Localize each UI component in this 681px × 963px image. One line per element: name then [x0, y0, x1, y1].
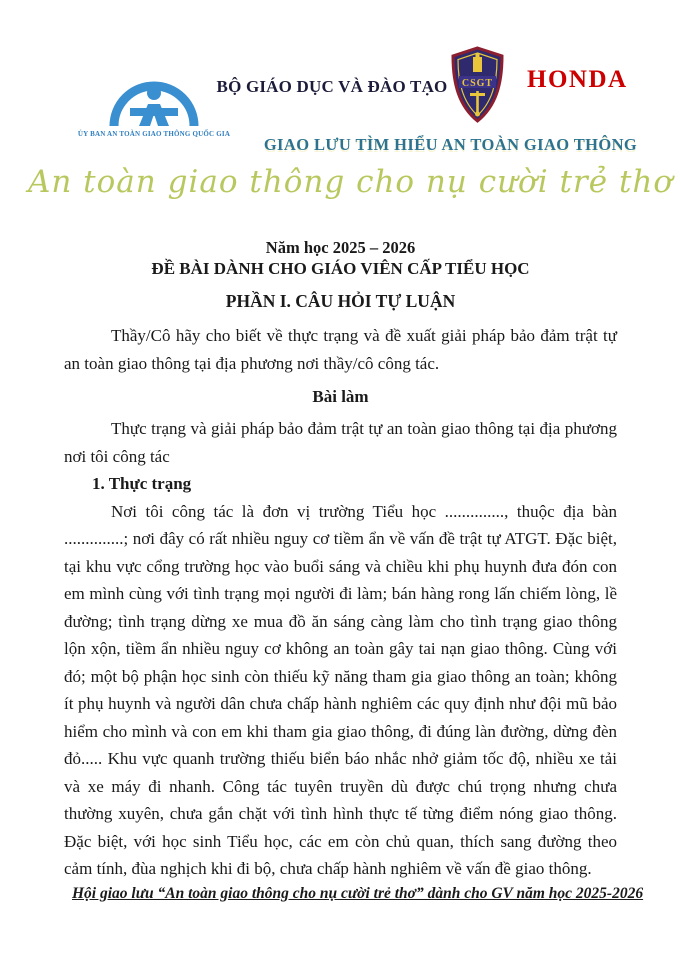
exam-title-heading: ĐỀ BÀI DÀNH CHO GIÁO VIÊN CẤP TIỂU HỌC [151, 259, 530, 278]
badge-label: CSGT [461, 78, 494, 89]
ministry-title: BỘ GIÁO DỤC VÀ ĐÀO TẠO [216, 77, 448, 96]
essay-heading: Bài làm [312, 387, 369, 406]
essay-intro-paragraph: Thực trạng và giải pháp bảo đảm trật tự an toàn giao thông tại địa phương nơi tôi công tác [64, 419, 617, 466]
footer-note: Hội giao lưu “An toàn giao thông cho nụ cười trẻ thơ” dành cho GV năm học 2025-2026 [72, 884, 644, 902]
honda-logo: HONDA [527, 66, 628, 93]
committee-caption: ỦY BAN AN TOÀN GIAO THÔNG QUỐC GIA [77, 130, 231, 138]
document-content [64, 0, 644, 903]
event-title: GIAO LƯU TÌM HIỂU AN TOÀN GIAO THÔNG [263, 135, 638, 154]
section-1-heading: 1. Thực trạng [92, 474, 192, 493]
slogan-script: An toàn giao thông cho nụ cười trẻ thơ [27, 164, 674, 200]
part-1-heading: PHẦN I. CÂU HỎI TỰ LUẬN [225, 291, 456, 311]
school-year-heading: Năm học 2025 – 2026 [265, 238, 416, 257]
section-1-paragraph: Nơi tôi công tác là đơn vị trường Tiểu học .............., thuộc địa bàn ..............; nơi đây có rất nhiều nguy cơ tiềm ẩn về vấn đề trật tự ATGT. Đặc biệt, tại khu vực cổng trường học vào buổi sáng và chiều khi phụ huynh đưa đón con em mình cùng với tình trạng mọi người đi làm; bán hàng rong lấn chiếm lòng, lề đường; tình trạng dừng xe mua đồ ăn sáng càng làm cho tình trạng giao thông lộn xộn, tiềm ẩn nhiều nguy cơ không an toàn gây tai nạn giao thông. Cùng với đó; một bộ phận học sinh còn thiếu kỹ năng tham gia giao thông an toàn; không ít phụ huynh và người dân chưa chấp hành nghiêm các quy định như đội mũ bảo hiểm cho mình và con em khi tham gia giao thông, đi đúng làn đường, dừng đèn đỏ..... Khu vực quanh trường thiếu biển báo nhắc nhở giảm tốc độ, nhiều xe tải và xe máy đi nhanh. Công tác tuyên truyền dù được chú trọng nhưng chưa thường xuyên, chưa gắn chặt với tình hình thực tế từng điểm nóng giao thông. Đặc biệt, với học sinh Tiểu học, các em còn chủ quan, thích sang đường theo cảm tính, đùa nghịch khi đi bộ, chưa chấp hành nghiêm về vấn đề giao thông. [64, 501, 617, 878]
question-paragraph: Thầy/Cô hãy cho biết về thực trạng và đề xuất giải pháp bảo đảm trật tự an toàn giao thông tại địa phương nơi thầy/cô công tác. [64, 326, 617, 373]
